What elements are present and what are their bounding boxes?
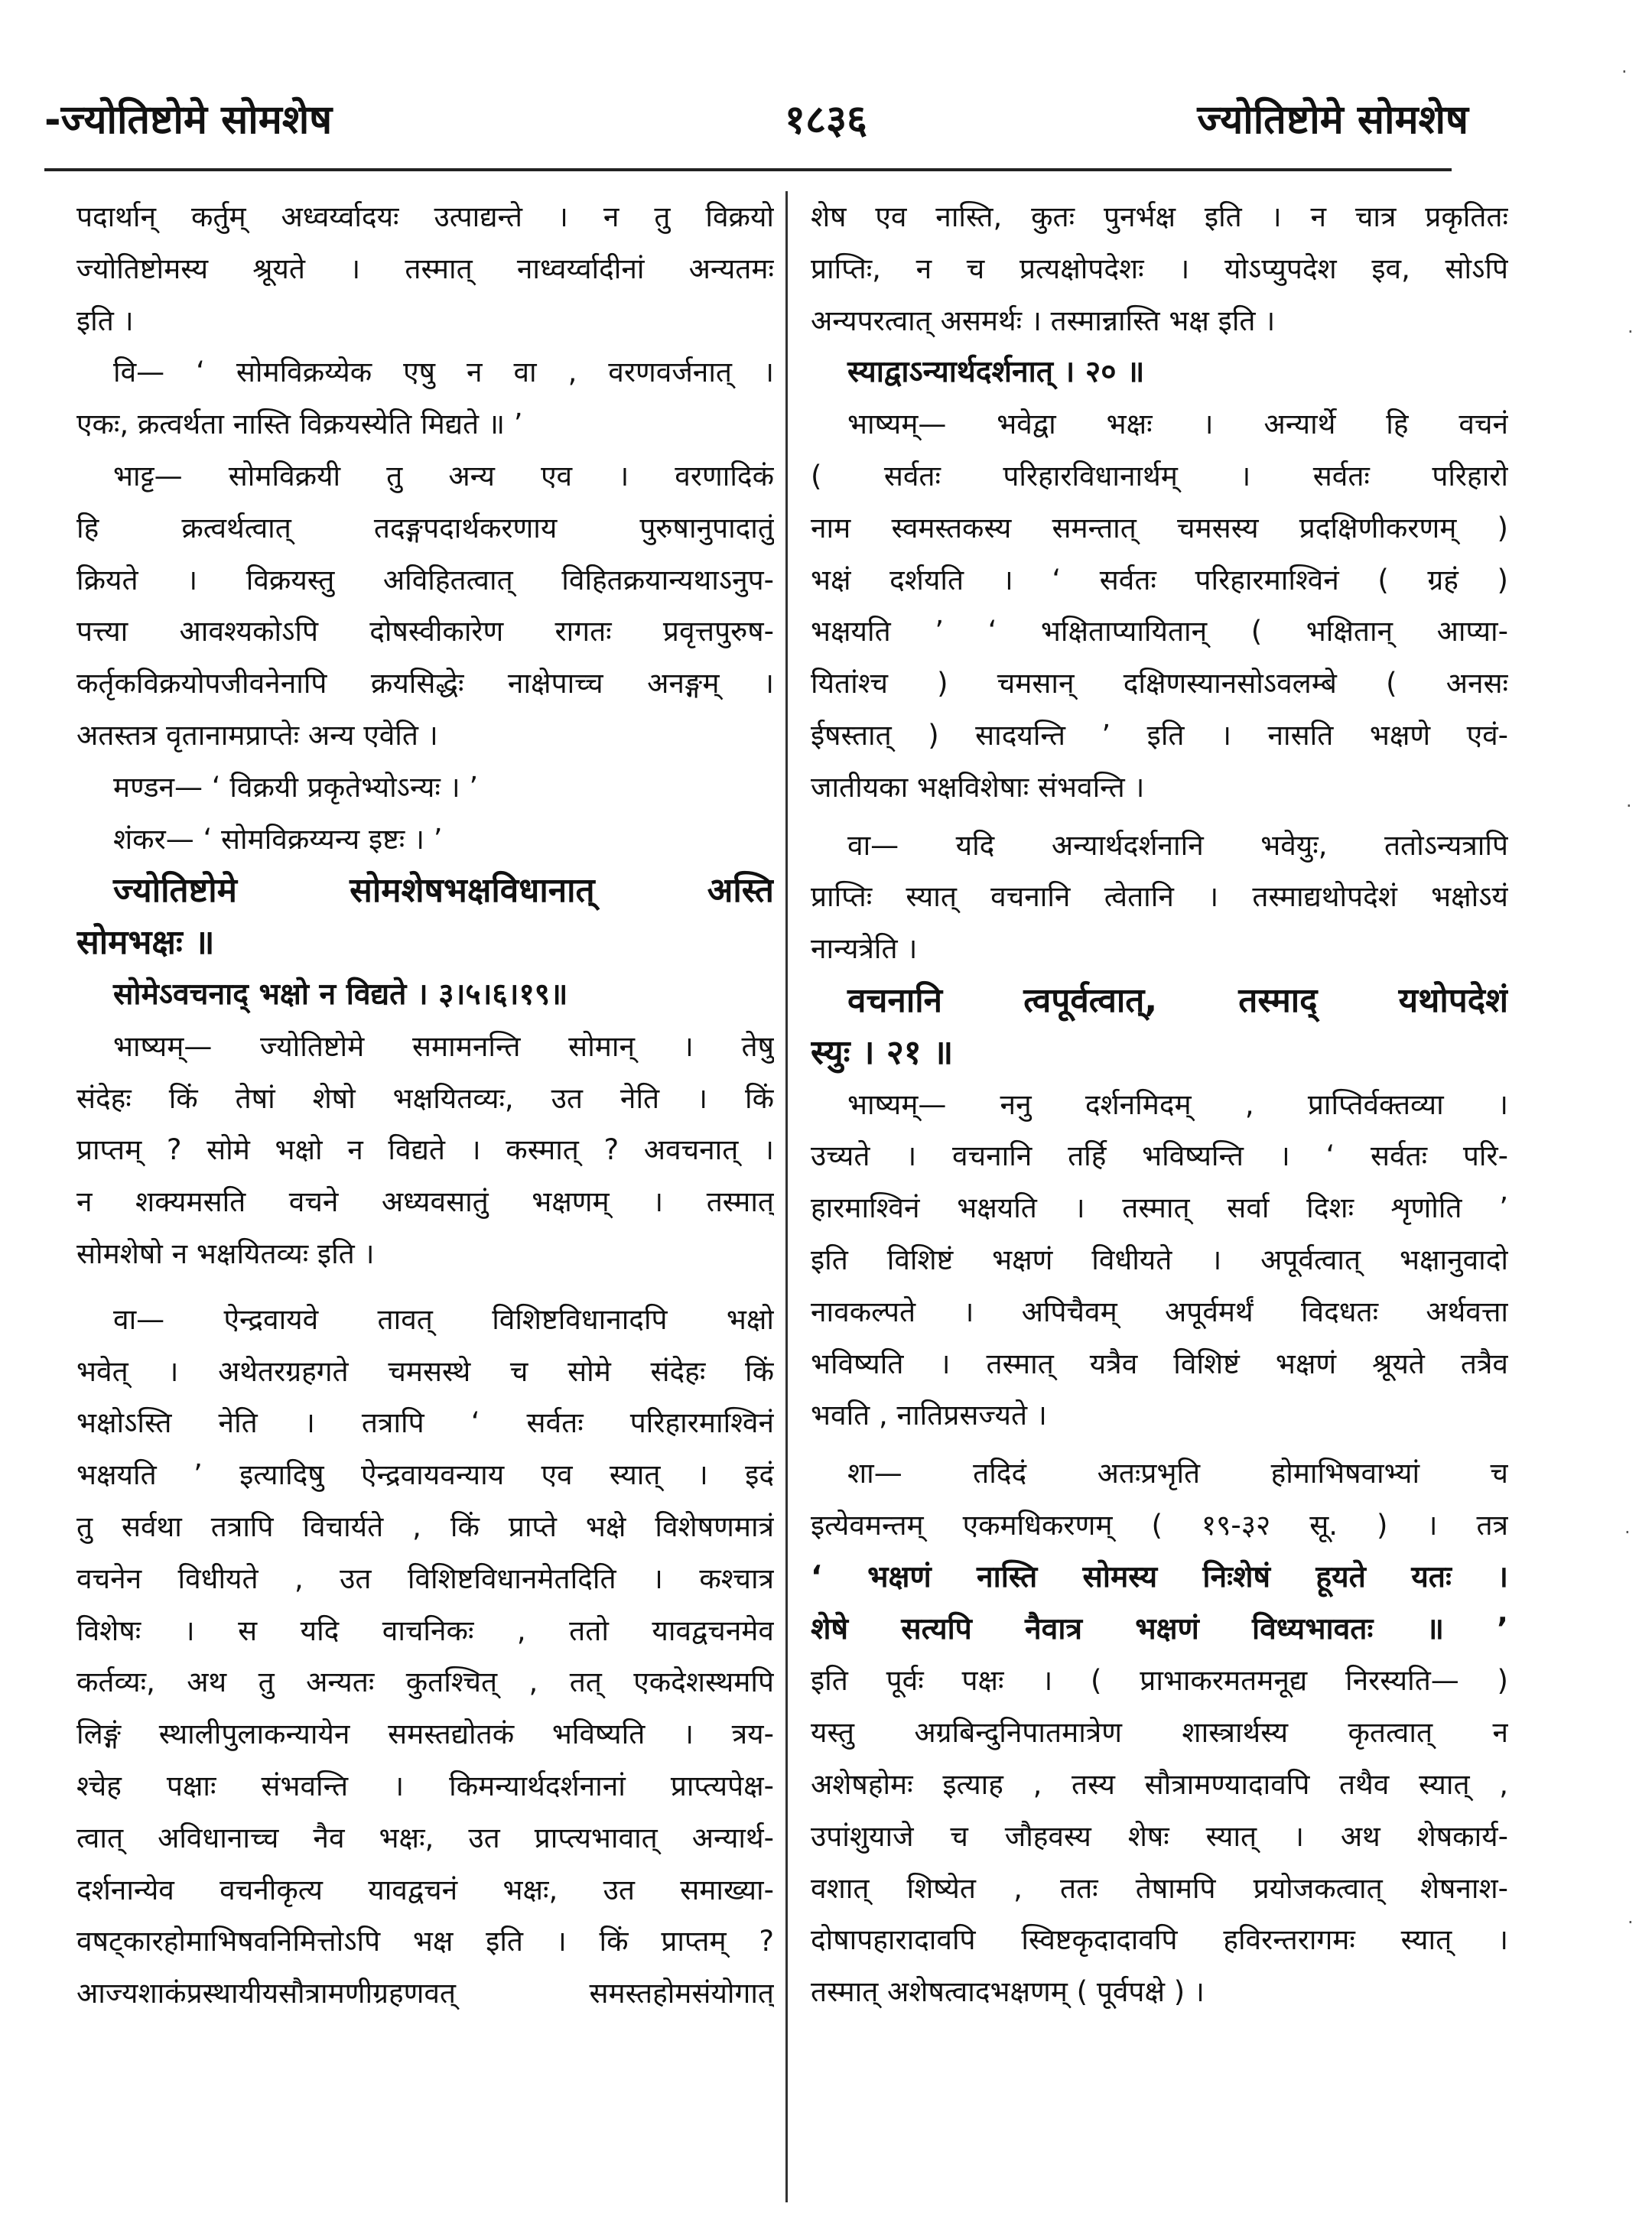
- text-line: ज्योतिष्टोमस्य श्रूयते । तस्मात् नाध्वर्य्वादीनां अन्यतमः: [76, 252, 774, 285]
- text-line: भाष्यम्— ननु दर्शनमिदम् , प्राप्तिर्वक्तव्या ।: [847, 1087, 1508, 1121]
- sutra-line: स्युः । २१ ॥: [811, 1032, 954, 1072]
- text-line: भाट्ट— सोमविक्रयी तु अन्य एव । वरणादिकं: [113, 459, 774, 492]
- text-line: ईषस्तात् ) सादयन्ति ’ इति । नासति भक्षणे एवं-: [811, 718, 1508, 752]
- text-line: लिङ्गं स्थालीपुलाकन्यायेन समस्तद्योतकं भविष्यति । त्रय-: [76, 1718, 774, 1751]
- text-line: शंकर— ‘ सोमविक्रय्यन्य इष्टः । ’: [113, 822, 443, 856]
- text-line: नावकल्पते । अपिचैवम् अपूर्वमर्थं विदधतः अर्थवत्ता: [811, 1295, 1508, 1328]
- text-line: आज्यशाकंप्रस्थायीयसौत्रामणीग्रहणवत् समस्तहोमसंयोगात्: [76, 1977, 774, 2010]
- running-header-left: -ज्योतिष्टोमे सोमशेष: [44, 97, 333, 143]
- scan-speck: ·: [1628, 1912, 1634, 1933]
- text-line: वषट्कारहोमाभिषवनिमित्तोऽपि भक्ष इति । किं प्राप्तम् ?: [76, 1925, 774, 1958]
- text-line: यस्तु अग्रबिन्दुनिपातमात्रेण शास्त्रार्थस्य कृतत्वात् न: [811, 1716, 1508, 1750]
- text-line: दोषापहारादावपि स्विष्टकृदादावपि हविरन्तरागमः स्यात् ।: [811, 1923, 1508, 1957]
- text-line: कर्तव्यः, अथ तु अन्यतः कुतश्चित् , तत् एकदेशस्थमपि: [76, 1666, 774, 1699]
- text-line: प्राप्तिः स्यात् वचनानि त्वेतानि । तस्माद्यथोपदेशं भक्षोऽयं: [811, 880, 1508, 914]
- text-line: इत्येवमन्तम् एकमधिकरणम् ( १९-३२ सू. ) । तत्र: [811, 1508, 1508, 1542]
- verse-line: शेषे सत्यपि नैवात्र भक्षणं विध्यभावतः ॥ ’: [811, 1611, 1508, 1646]
- text-line: वि— ‘ सोमविक्रय्येक एषु न वा , वरणवर्जनात् ।: [113, 356, 774, 389]
- verse-line: ‘ भक्षणं नास्ति सोमस्य निःशेषं हूयते यतः ।: [811, 1559, 1508, 1594]
- column-divider: [785, 191, 788, 2202]
- sutra-line: स्याद्वाऽन्यार्थदर्शनात् । २० ॥: [847, 355, 1145, 390]
- adhikarana-heading: ज्योतिष्टोमे सोमशेषभक्षविधानात् अस्ति: [113, 871, 774, 911]
- text-line: भक्षयति ’ ‘ भक्षिताप्यायितान् ( भक्षितान् आप्या-: [811, 615, 1508, 648]
- text-line: भक्षं दर्शयति । ‘ सर्वतः परिहारमाश्विनं ( ग्रहं ): [811, 563, 1508, 596]
- text-line: भाष्यम्— ज्योतिष्टोमे समामनन्ति सोमान् । तेषु: [113, 1029, 774, 1063]
- text-line: यितांश्च ) चमसान् दक्षिणस्यानसोऽवलम्बे ( अनसः: [811, 667, 1508, 700]
- sutra-line: वचनानि त्वपूर्वत्वात्, तस्माद् यथोपदेशं: [847, 980, 1508, 1020]
- text-line: प्राप्तम् ? सोमे भक्षो न विद्यते । कस्मात् ? अवचनात् ।: [76, 1133, 774, 1167]
- running-header-right: ज्योतिष्टोमे सोमशेष: [1197, 97, 1468, 143]
- text-line: हारमाश्विनं भक्षयति । तस्मात् सर्वा दिशः शृणोति ’: [811, 1191, 1508, 1225]
- text-line: उपांशुयाजे च जौहवस्य शेषः स्यात् । अथ शेषकार्य-: [811, 1819, 1508, 1853]
- text-line: भाष्यम्— भवेद्वा भक्षः । अन्यार्थे हि वचनं: [847, 408, 1508, 441]
- text-line: भवेत् । अथेतरग्रहगते चमसस्थे च सोमे संदेहः किं: [76, 1354, 774, 1388]
- text-line: प्राप्तिः, न च प्रत्यक्षोपदेशः । योऽप्युपदेश इव, सोऽपि: [811, 252, 1508, 285]
- text-line: नाम स्वमस्तकस्य समन्तात् चमसस्य प्रदक्षिणीकरणम् ): [811, 511, 1508, 544]
- scan-speck: ·: [1621, 61, 1628, 83]
- right-column: [811, 191, 1508, 2018]
- adhikarana-heading: सोमभक्षः ॥: [76, 923, 215, 963]
- text-line: मण्डन— ‘ विक्रयी प्रकृतेभ्योऽन्यः । ’: [113, 770, 479, 804]
- text-line: हि क्रत्वर्थत्वात् तदङ्गपदार्थकरणाय पुरुषानुपादातुं: [76, 511, 774, 544]
- text-line: तु सर्वथा तत्रापि विचार्यते , किं प्राप्ते भक्षे विशेषणमात्रं: [76, 1510, 774, 1543]
- text-line: श्चेह पक्षाः संभवन्ति । किमन्यार्थदर्शनानां प्राप्त्यपेक्ष-: [76, 1769, 774, 1802]
- sutra-line: सोमेऽवचनाद् भक्षो न विद्यते । ३।५।६।१९॥: [113, 977, 568, 1012]
- text-line: उच्यते । वचनानि तर्हि भविष्यन्ति । ‘ सर्वतः परि-: [811, 1139, 1508, 1173]
- text-line: पदार्थान् कर्तुम् अध्वर्य्वादयः उत्पाद्यन्ते । न तु विक्रयो: [76, 200, 774, 233]
- page-number: १८३६: [784, 97, 868, 143]
- text-line: सोमशेषो न भक्षयितव्यः इति ।: [76, 1237, 375, 1270]
- text-line: दर्शनान्येव वचनीकृत्य यावद्वचनं भक्षः, उत समाख्या-: [76, 1873, 774, 1906]
- text-line: संदेहः किं तेषां शेषो भक्षयितव्यः, उत नेति । किं: [76, 1081, 774, 1115]
- text-line: वशात् शिष्येत , ततः तेषामपि प्रयोजकत्वात् शेषनाश-: [811, 1871, 1508, 1905]
- header-rule: [44, 168, 1452, 171]
- text-line: त्वात् अविधानाच्च नैव भक्षः, उत प्राप्त्यभावात् अन्यार्थ-: [76, 1821, 774, 1854]
- scan-speck: ·: [1626, 795, 1632, 817]
- text-line: अन्यपरत्वात् असमर्थः । तस्मान्नास्ति भक्ष इति ।: [811, 304, 1276, 337]
- text-line: वा— यदि अन्यार्थदर्शनानि भवेयुः, ततोऽन्यत्रापि: [847, 828, 1508, 862]
- text-line: जातीयका भक्षविशेषाः संभवन्ति ।: [811, 770, 1145, 804]
- text-line: क्रियते । विक्रयस्तु अविहितत्वात् विहितक्रयान्यथाऽनुप-: [76, 563, 774, 596]
- text-line: तस्मात् अशेषत्वादभक्षणम् ( पूर्वपक्षे ) ।: [811, 1975, 1205, 2009]
- text-line: भक्षयति ’ इत्यादिषु ऐन्द्रवायवन्याय एव स्यात् । इदं: [76, 1458, 774, 1492]
- text-line: वा— ऐन्द्रवायवे तावत् विशिष्टविधानादपि भक्षो: [113, 1302, 774, 1336]
- scan-speck: ·: [1628, 321, 1634, 343]
- text-line: इति पूर्वः पक्षः । ( प्राभाकरमतमनूद्य निरस्यति— ): [811, 1664, 1508, 1698]
- text-line: कर्तृकविक्रयोपजीवनेनापि क्रयसिद्धेः नाक्षेपाच्च अनङ्गम् ।: [76, 667, 774, 700]
- text-line: नान्यत्रेति ।: [811, 932, 918, 966]
- text-line: शेष एव नास्ति, कुतः पुनर्भक्ष इति । न चात्र प्रकृतितः: [811, 200, 1508, 233]
- text-line: न शक्यमसति वचने अध्यवसातुं भक्षणम् । तस्मात्: [76, 1185, 774, 1219]
- text-line: ( सर्वतः परिहारविधानार्थम् । सर्वतः परिहारो: [811, 459, 1508, 492]
- text-line: एकः, क्रत्वर्थता नास्ति विक्रयस्येति मिद्यते ॥ ’: [76, 408, 523, 441]
- text-line: पत्त्या आवश्यकोऽपि दोषस्वीकारेण रागतः प्रवृत्तपुरुष-: [76, 615, 774, 648]
- text-line: इति ।: [76, 304, 134, 337]
- left-column: [76, 191, 774, 2020]
- text-line: भवति , नातिप्रसज्यते ।: [811, 1399, 1047, 1432]
- text-line: विशेषः । स यदि वाचनिकः , ततो यावद्वचनमेव: [76, 1614, 774, 1647]
- text-line: भक्षोऽस्ति नेति । तत्रापि ‘ सर्वतः परिहारमाश्विनं: [76, 1406, 774, 1440]
- text-line: शा— तदिदं अतःप्रभृति होमाभिषवाभ्यां च: [847, 1457, 1508, 1490]
- text-line: भविष्यति । तस्मात् यत्रैव विशिष्टं भक्षणं श्रूयते तत्रैव: [811, 1347, 1508, 1380]
- scan-speck: ·: [1624, 1522, 1631, 1543]
- text-line: अशेषहोमः इत्याह , तस्य सौत्रामण्यादावपि तथैव स्यात् ,: [811, 1767, 1508, 1801]
- text-line: इति विशिष्टं भक्षणं विधीयते । अपूर्वत्वात् भक्षानुवादो: [811, 1243, 1508, 1276]
- text-line: वचनेन विधीयते , उत विशिष्टविधानमेतदिति । कश्चात्र: [76, 1562, 774, 1595]
- text-line: अतस्तत्र वृतानामप्राप्तेः अन्य एवेति ।: [76, 718, 438, 752]
